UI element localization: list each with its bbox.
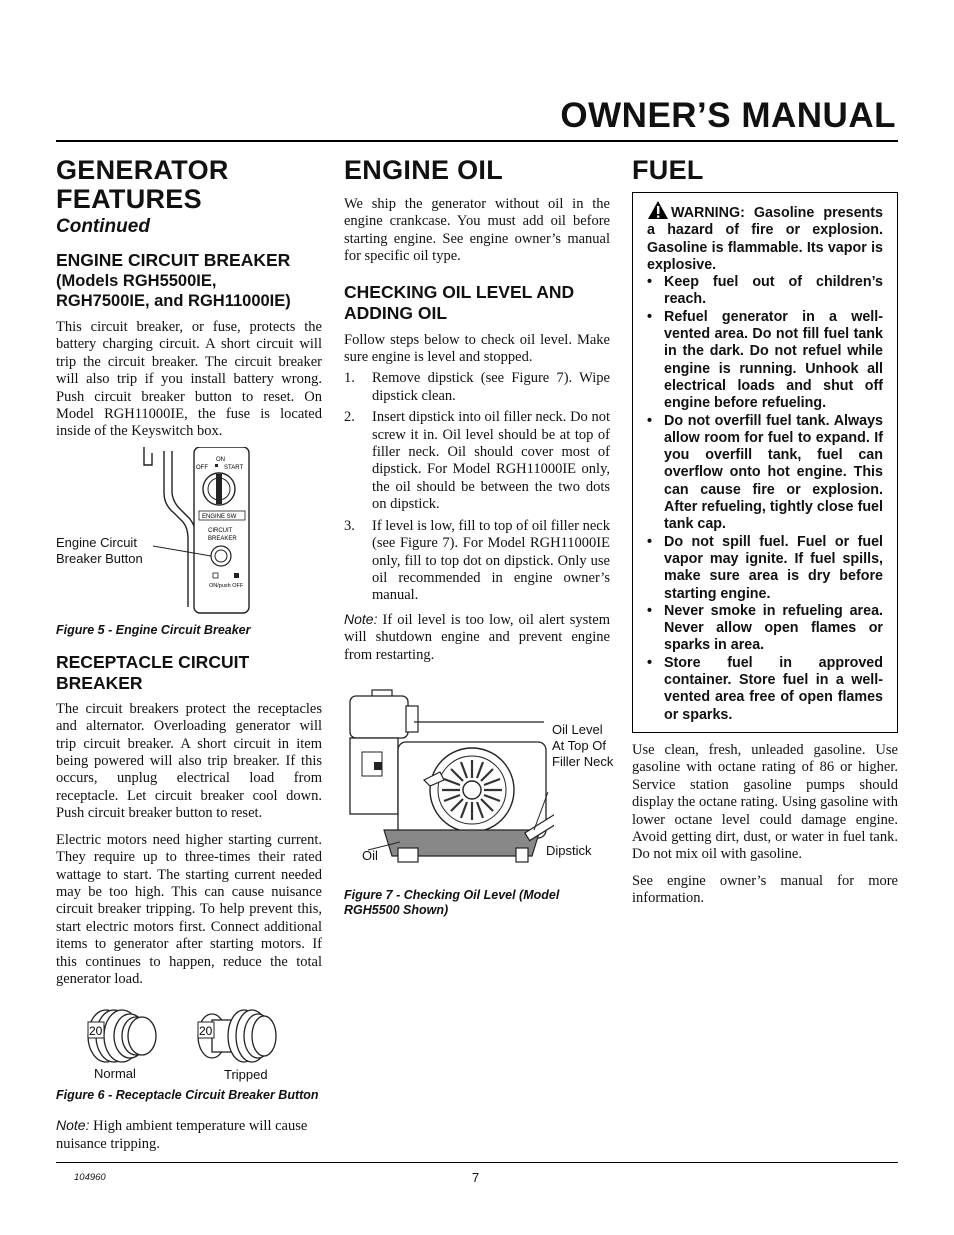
bullet-text: Refuel generator in a well-vented area. Do not fill fuel tank in the dark. Do not refuel while engine is running. Unhook all electrical loads and shut off engine before refueling. — [664, 308, 883, 412]
tripped-button-rating: 20 — [199, 1024, 213, 1039]
document-number: 104960 — [74, 1172, 106, 1183]
warning-bullets — [647, 274, 883, 724]
manual-title: OWNER’S MANUAL — [560, 96, 896, 135]
column-generator-features — [56, 156, 322, 1153]
panel-label-circuit: CIRCUIT — [208, 527, 233, 534]
title-line-2: FEATURES — [56, 184, 202, 214]
step-number: 1. — [344, 370, 355, 387]
figure-6 — [56, 1006, 322, 1086]
bullet-dot: • — [647, 602, 653, 619]
bullet-dot: • — [647, 533, 653, 550]
receptacle-breaker-heading — [56, 652, 322, 694]
note-text: If oil level is too low, oil alert system will shutdown engine and prevent engine from restarting. — [344, 611, 610, 663]
panel-label-breaker: BREAKER — [208, 535, 237, 542]
figure-5-caption: Figure 5 - Engine Circuit Breaker — [56, 622, 251, 637]
note-ambient — [56, 1117, 322, 1153]
oil-level-line-2: At Top Of — [552, 737, 606, 753]
bullet-text: Keep fuel out of children’s reach. — [664, 274, 883, 308]
label-oil-level — [552, 722, 613, 770]
figure-6-caption: Figure 6 - Receptacle Circuit Breaker Button — [56, 1088, 319, 1103]
warning-bullet — [647, 413, 883, 534]
oil-step — [344, 518, 610, 605]
warning-bullet — [647, 603, 883, 655]
warning-bullet — [647, 309, 883, 413]
figure-5 — [56, 447, 322, 623]
figure-7 — [344, 682, 624, 878]
column-fuel — [632, 156, 898, 908]
steps-intro: Follow steps below to check oil level. Make sure engine is level and stopped. — [344, 331, 610, 366]
section-title-engine-oil: ENGINE OIL — [344, 155, 504, 185]
normal-button-rating: 20 — [89, 1024, 103, 1039]
bullet-dot: • — [647, 308, 653, 325]
section-title-fuel: FUEL — [632, 155, 704, 185]
label-oil: Oil — [362, 847, 378, 863]
warning-bullet — [647, 655, 883, 724]
step-text: Insert dipstick into oil filler neck. Do not screw it in. Oil level should be at top of filler neck. Oil should cover most of dipstick. For Model RGH11000IE only, the oil should be between the two dots on dipstick. — [372, 409, 610, 513]
models-line-1: (Models RGH5500IE, — [56, 272, 217, 290]
fuel-para-1: Use clean, fresh, unleaded gasoline. Use gasoline with octane rating of 86 or higher. Service station gasoline pumps should display the octane rating. Using gasoline with lower octane level could damage engine. Avoid getting dirt, dust, or water in fuel tank. Do not mix oil with gasoline. — [632, 741, 898, 863]
engine-breaker-body: This circuit breaker, or fuse, protects the battery charging circuit. A short circuit will trip the circuit breaker. The circuit breaker will also trip if you install battery wrong. Push circuit breaker button to reset. On Model RGH11000IE, the fuse is located inside of the Keyswitch box. — [56, 319, 322, 440]
warning-triangle-icon — [647, 200, 669, 220]
warning-lead-text: WARNING: Gasoline presents a hazard of fire or explosion. Gasoline is flammable. Its vapor is explosive. — [647, 205, 883, 273]
fig5-callout-line-1: Engine Circuit — [56, 534, 137, 550]
step-text: Remove dipstick (see Figure 7). Wipe dipstick clean. — [372, 370, 610, 404]
breaker-button-normal-illustration — [84, 1006, 164, 1066]
bullet-text: Do not overfill fuel tank. Always allow room for fuel to expand. If you overfill tank, fuel can overflow onto hot engine. This can cause fire or explosion. After refueling, tightly close fuel tank cap. — [664, 412, 883, 533]
engine-control-panel-illustration — [56, 447, 322, 617]
panel-label-on: ON — [216, 456, 225, 463]
checking-oil-heading-line-1: CHECKING OIL LEVEL AND — [344, 281, 575, 302]
receptacle-para-1: The circuit breakers protect the receptacles and alternator. Overloading generator will trip circuit breaker. A short circuit in item being powered will also trip breaker. If this occurs, unplug electrical load from receptacle. Let circuit breaker cool down. Push circuit breaker button to reset. — [56, 700, 322, 822]
note-label: Note: — [344, 610, 378, 627]
receptacle-para-2: Electric motors need higher starting current. They require up to three-times their rated wattage to start. The starting current needed may be too high. This can cause nuisance circuit breaker tripping. To help prevent this, start electric motors first. Connect additional items to generator after starting motors. If this continues to happen, reduce the total generator load. — [56, 831, 322, 987]
step-text: If level is low, fill to top of oil filler neck (see Figure 7). For Model RGH11000IE only, fill to top dot on dipstick. Only use oil recommended in engine owner’s manual. — [372, 517, 610, 604]
column-engine-oil — [344, 155, 614, 918]
label-normal: Normal — [94, 1066, 136, 1082]
bullet-text: Store fuel in approved container. Store fuel in a well-vented area free of open flames or sparks. — [664, 654, 883, 723]
oil-level-line-3: Filler Neck — [552, 753, 614, 769]
section-title-generator-features — [56, 156, 322, 214]
models-line-2: RGH7500IE, and RGH11000IE) — [56, 292, 291, 310]
title-line-1: GENERATOR — [56, 155, 229, 185]
breaker-button-tripped-illustration — [194, 1006, 284, 1066]
continued-label: Continued — [56, 216, 150, 237]
page-number: 7 — [472, 1170, 480, 1185]
step-number: 3. — [344, 517, 355, 534]
bullet-dot: • — [647, 654, 653, 671]
bullet-text: Never smoke in refueling area. Never allow open flames or sparks in area. — [664, 602, 883, 654]
bullet-dot: • — [647, 274, 653, 291]
note-label: Note: — [56, 1117, 90, 1134]
oil-step — [344, 409, 610, 513]
oil-step — [344, 370, 610, 405]
checking-oil-heading-line-2: ADDING OIL — [344, 302, 448, 323]
receptacle-heading-line-1: RECEPTACLE CIRCUIT — [56, 651, 250, 672]
fuel-para-2: See engine owner’s manual for more information. — [632, 872, 898, 907]
panel-label-push: ON/push OFF — [209, 582, 244, 589]
footer-rule — [56, 1162, 898, 1163]
warning-bullet — [647, 274, 883, 309]
bullet-text: Do not spill fuel. Fuel or fuel vapor may ignite. If fuel spills, make sure area is dry before starting engine. — [664, 533, 883, 602]
step-number: 2. — [344, 409, 355, 426]
engine-breaker-heading: ENGINE CIRCUIT BREAKER — [56, 250, 291, 270]
oil-level-line-1: Oil Level — [552, 721, 603, 737]
panel-label-start: START — [224, 464, 244, 471]
panel-label-off: OFF — [196, 464, 208, 471]
note-text: High ambient temperature will cause nuisance tripping. — [56, 1118, 308, 1152]
receptacle-heading-line-2: BREAKER — [56, 672, 143, 693]
panel-label-engine-sw: ENGINE SW — [202, 513, 237, 520]
engine-oil-check-illustration — [344, 682, 554, 872]
note-oil-alert — [344, 611, 610, 664]
engine-breaker-models — [56, 271, 322, 311]
warning-lead — [647, 200, 883, 274]
engine-oil-intro: We ship the generator without oil in the engine crankcase. You must add oil before starting engine. See engine owner’s manual for specific oil type. — [344, 196, 610, 265]
label-tripped: Tripped — [224, 1067, 268, 1083]
figure-7-caption: Figure 7 - Checking Oil Level (Model RGH5500 Shown) — [344, 887, 560, 917]
header-rule — [56, 140, 898, 142]
fuel-warning-box — [632, 192, 898, 733]
fig5-callout-line-2: Breaker Button — [56, 550, 143, 566]
warning-bullet — [647, 534, 883, 603]
oil-steps-list — [344, 370, 610, 604]
checking-oil-heading — [344, 282, 610, 324]
bullet-dot: • — [647, 412, 653, 429]
label-dipstick: Dipstick — [546, 842, 592, 858]
